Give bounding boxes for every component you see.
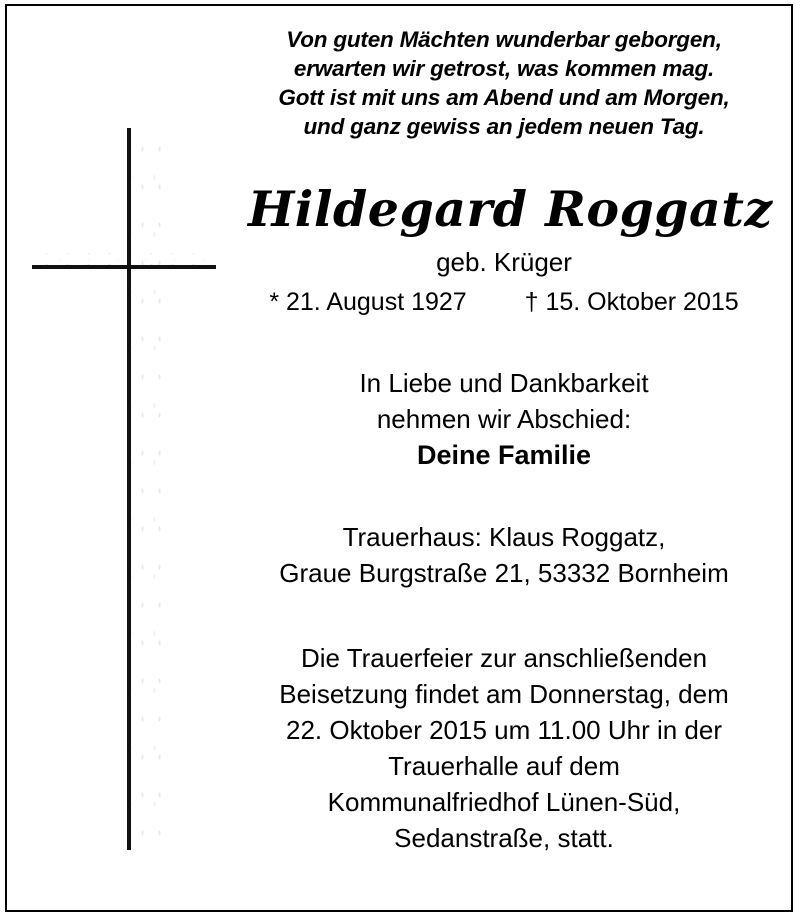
deceased-maiden-name: geb. Krüger	[436, 247, 572, 277]
birth-symbol: *	[269, 288, 280, 316]
verse-line-3: Gott ist mit uns am Abend und am Morgen,	[278, 85, 730, 110]
ceremony-line-5: Kommunalfriedhof Lünen-Süd,	[327, 787, 681, 817]
death-date: 15. Oktober 2015	[545, 288, 739, 316]
scan-speckle-vertical	[132, 130, 174, 850]
birth-date: 21. August 1927	[286, 288, 467, 316]
deceased-name: Hildegard Roggatz	[248, 180, 773, 238]
cross-crossbar	[32, 265, 216, 269]
cross-stem	[127, 128, 131, 850]
ceremony-line-2: Beisetzung findet am Donnerstag, dem	[279, 679, 729, 709]
farewell-signer: Deine Familie	[416, 440, 592, 470]
death-symbol: †	[524, 288, 539, 316]
verse-block	[248, 25, 760, 141]
ceremony-line-6: Sedanstraße, statt.	[394, 823, 614, 853]
latin-cross-icon	[0, 0, 240, 916]
ceremony-line-4: Trauerhalle auf dem	[388, 751, 620, 781]
verse-line-1: Von guten Mächten wunderbar geborgen,	[286, 27, 722, 52]
verse-line-4: und ganz gewiss an jedem neuen Tag.	[303, 114, 705, 139]
ceremony-block	[248, 640, 760, 856]
farewell-block	[248, 365, 760, 473]
life-dates	[248, 286, 760, 318]
farewell-line-1: In Liebe und Dankbarkeit	[359, 368, 649, 398]
mourning-house-line-1: Trauerhaus: Klaus Roggatz,	[342, 522, 666, 552]
verse-line-2: erwarten wir getrost, was kommen mag.	[293, 56, 715, 81]
mourning-house-block	[248, 519, 760, 591]
farewell-line-2: nehmen wir Abschied:	[376, 404, 632, 434]
mourning-house-line-2: Graue Burgstraße 21, 53332 Bornheim	[279, 558, 729, 588]
ceremony-line-1: Die Trauerfeier zur anschließenden	[300, 643, 708, 673]
ceremony-line-3: 22. Oktober 2015 um 11.00 Uhr in der	[286, 715, 722, 745]
notice-content	[248, 0, 773, 856]
